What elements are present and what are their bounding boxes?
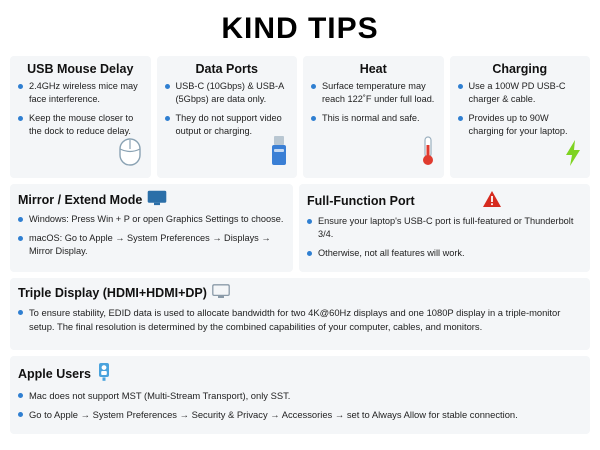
card-title: Charging [492,62,548,76]
card-title: Heat [359,62,387,76]
bullet-list [18,213,285,258]
tips-row-4 [10,356,590,434]
list-item: Otherwise, not all features will work. [307,247,582,260]
list-item: Surface temperature may reach 122˚F under full load. [311,80,436,106]
tips-row-1 [10,56,590,178]
bullet-list [18,306,582,334]
monitor-icon [147,190,167,209]
card-title-text: Apple Users [18,366,91,381]
card-title: USB Mouse Delay [27,62,134,76]
card-triple-display [10,278,590,350]
card-title-text: Triple Display (HDMI+HDMI+DP) [18,286,207,300]
list-item: Go to Apple → System Preferences → Security & Privacy → Accessories → set to Always Allow for stable connection. [18,408,582,421]
mouse-icon [117,137,143,172]
usb-flash-drive-icon [269,135,289,172]
bullet-list [311,80,436,125]
card-title-text: Mirror / Extend Mode [18,192,143,207]
bullet-list [165,80,290,138]
lightning-bolt-icon [564,139,582,172]
list-item: Ensure your laptop's USB-C port is full-featured or Thunderbolt 3/4. [307,215,582,241]
thermometer-icon [420,135,436,172]
card-title [18,190,285,209]
list-item: To ensure stability, EDID data is used to allocate bandwidth for two 4K@60Hz displays and one 1080P display in a triple-monitor setup. The final resolution is determined by the combined capabilities of your computer, cables, and monitors. [18,306,582,334]
card-title-text: Full-Function Port [307,193,415,208]
bullet-list [18,389,582,422]
card-usb-mouse-delay [10,56,151,178]
display-icon [212,284,230,302]
list-item: Windows: Press Win + P or open Graphics Settings to choose. [18,213,285,226]
card-heat [303,56,444,178]
list-item: Use a 100W PD USB-C charger & cable. [458,80,583,106]
list-item: They do not support video output or charging. [165,112,290,138]
list-item: macOS: Go to Apple → System Preferences → Displays → Mirror Display. [18,232,285,258]
apple-display-icon [96,362,112,385]
tips-row-2 [10,184,590,272]
card-full-function-port [299,184,590,272]
list-item: 2.4GHz wireless mice may face interference. [18,80,143,106]
card-title [307,190,582,211]
card-mirror-extend-mode [10,184,293,272]
list-item: USB-C (10Gbps) & USB-A (5Gbps) are data only. [165,80,290,106]
warning-triangle-icon [482,190,502,211]
list-item: This is normal and safe. [311,112,436,125]
bullet-list [18,80,143,138]
card-data-ports [157,56,298,178]
page-title: KIND TIPS [221,12,379,45]
tips-row-3 [10,278,590,350]
bullet-list [307,215,582,260]
bullet-list [458,80,583,138]
card-title [18,362,582,385]
list-item: Mac does not support MST (Multi-Stream Transport), only SST. [18,389,582,402]
card-title: Data Ports [195,62,259,76]
card-apple-users [10,356,590,434]
list-item: Provides up to 90W charging for your laptop. [458,112,583,138]
card-title [18,284,582,302]
list-item: Keep the mouse closer to the dock to reduce delay. [18,112,143,138]
card-charging [450,56,591,178]
